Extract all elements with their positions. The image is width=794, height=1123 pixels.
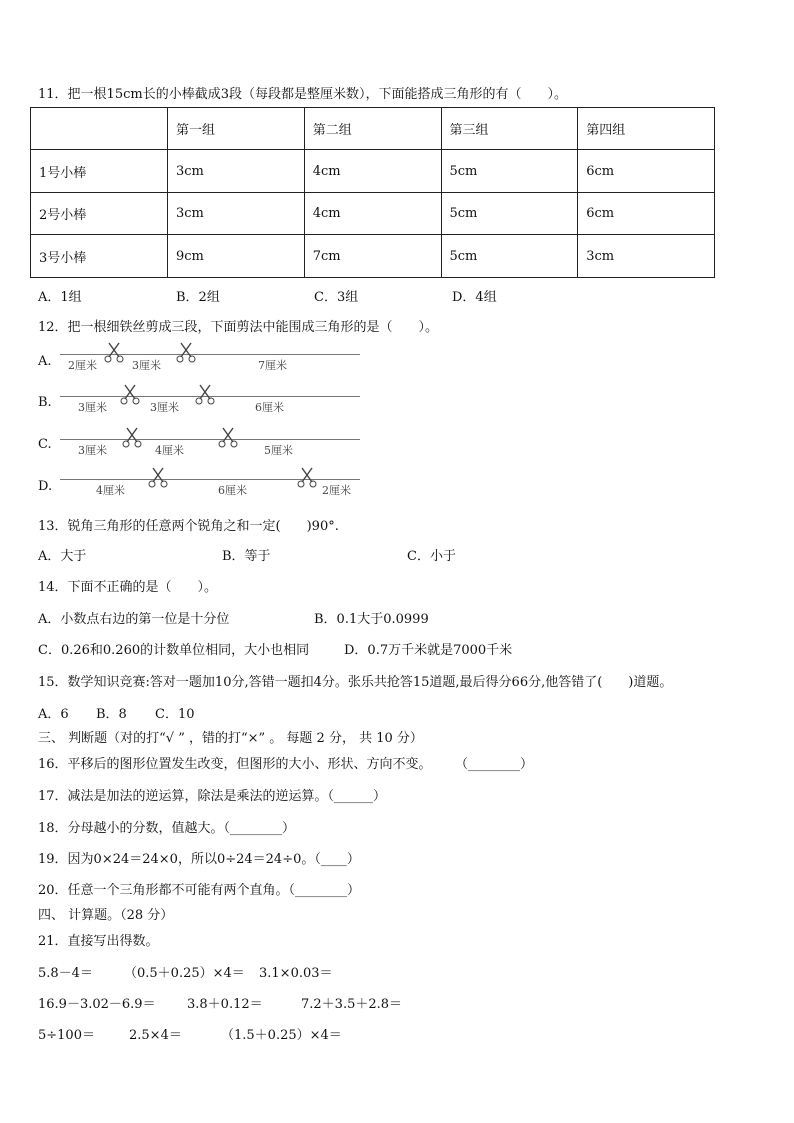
table-cell: 4cm [304, 150, 441, 193]
section-heading-judgment: 三、 判断题（对的打“√ ” ，错的打“×” 。 每题 2 分， 共 10 分） [38, 731, 423, 746]
table-cell: 3cm [578, 235, 715, 278]
scissors-icon [218, 426, 238, 448]
segment-label: 3厘米 [78, 444, 107, 457]
segment-label: 2厘米 [322, 484, 351, 497]
calc-item: 3.8＋0.12＝ [187, 997, 263, 1012]
scissors-icon [104, 341, 124, 363]
wire-diagram-c [60, 432, 360, 466]
table-header-cell [31, 108, 168, 150]
answer-blank[interactable]: （____） [314, 852, 360, 867]
segment-label: 6厘米 [218, 484, 247, 497]
table-cell: 3cm [168, 150, 305, 193]
segment-label: 2厘米 [68, 359, 97, 372]
judge-item-16 [38, 753, 533, 772]
option-c-letter[interactable]: C. [38, 437, 52, 452]
calc-item: 7.2＋3.5＋2.8＝ [301, 997, 403, 1012]
table-cell: 4cm [304, 193, 441, 235]
judge-text: 18．分母越小的分数，值越大。 [38, 821, 224, 836]
calc-item: 2.5×4＝ [129, 1028, 182, 1043]
option-b[interactable]: B．0.1大于0.0999 [314, 612, 429, 627]
judge-text: 19．因为0×24＝24×0，所以0÷24＝24÷0。 [38, 852, 315, 867]
calc-item: （0.5＋0.25）×4＝ [124, 966, 245, 981]
option-c[interactable]: C．10 [155, 707, 195, 722]
option-b[interactable]: B．2组 [176, 290, 220, 305]
table-cell: 6cm [578, 193, 715, 235]
scissors-icon [120, 383, 140, 405]
table-header-cell: 第一组 [168, 108, 305, 150]
question-14: 14．下面不正确的是（ ）。 [38, 580, 218, 595]
calc-item: 16.9－3.02－6.9＝ [38, 997, 156, 1012]
judge-item-17 [38, 785, 386, 804]
table-cell: 6cm [578, 150, 715, 193]
segment-label: 3厘米 [78, 401, 107, 414]
sticks-table [30, 107, 715, 278]
wire-diagram-a [60, 347, 360, 381]
segment-label: 3厘米 [132, 359, 161, 372]
table-header-cell: 第四组 [578, 108, 715, 150]
option-a-letter[interactable]: A. [38, 354, 52, 369]
table-row [31, 193, 715, 235]
option-a[interactable]: A．小数点右边的第一位是十分位 [38, 612, 230, 627]
option-d[interactable]: D．4组 [452, 290, 497, 305]
option-a[interactable]: A．1组 [38, 290, 82, 305]
wire-diagram-d [60, 472, 360, 506]
table-header-cell: 第二组 [304, 108, 441, 150]
calc-item: 3.1×0.03＝ [259, 966, 333, 981]
answer-blank[interactable]: （________） [223, 821, 296, 836]
table-cell: 2号小棒 [31, 193, 168, 235]
scissors-icon [195, 383, 215, 405]
calc-item: 5.8－4＝ [38, 966, 93, 981]
option-b[interactable]: B．等于 [222, 549, 271, 564]
section-heading-calculation: 四、 计算题。（28 分） [38, 908, 174, 923]
table-cell: 5cm [441, 235, 578, 278]
judge-text: 20．任意一个三角形都不可能有两个直角。 [38, 883, 289, 898]
wire-diagram-b [60, 389, 360, 423]
wire-line [60, 439, 360, 440]
judge-item-20 [38, 879, 360, 898]
calc-item: 5÷100＝ [38, 1028, 95, 1043]
option-d[interactable]: D．0.7万千米就是7000千米 [344, 643, 513, 658]
table-cell: 3cm [168, 193, 305, 235]
answer-blank[interactable]: （________） [461, 757, 534, 772]
question-15: 15．数学知识竞赛:答对一题加10分,答错一题扣4分。张乐共抢答15道题,最后得分66分,他答错了( )道题。 [38, 675, 673, 690]
calc-item: （1.5＋0.25）×4＝ [221, 1028, 342, 1043]
answer-blank[interactable]: （______） [327, 789, 387, 804]
table-cell: 5cm [441, 150, 578, 193]
option-a[interactable]: A．6 [38, 707, 69, 722]
segment-label: 4厘米 [155, 444, 184, 457]
table-cell: 9cm [168, 235, 305, 278]
option-c[interactable]: C．小于 [407, 549, 456, 564]
option-c[interactable]: C．3组 [314, 290, 359, 305]
answer-blank[interactable]: （________） [288, 883, 361, 898]
option-a[interactable]: A．大于 [38, 549, 87, 564]
table-row [31, 150, 715, 193]
segment-label: 4厘米 [96, 484, 125, 497]
option-b-letter[interactable]: B. [38, 395, 52, 410]
segment-label: 7厘米 [258, 359, 287, 372]
table-cell: 7cm [304, 235, 441, 278]
scissors-icon [122, 426, 142, 448]
segment-label: 5厘米 [264, 444, 293, 457]
question-21: 21．直接写出得数。 [38, 934, 159, 949]
question-13: 13．锐角三角形的任意两个锐角之和一定( )90°. [38, 519, 339, 534]
segment-label: 6厘米 [255, 401, 284, 414]
table-cell: 1号小棒 [31, 150, 168, 193]
option-c[interactable]: C．0.26和0.260的计数单位相同，大小也相同 [38, 643, 310, 658]
segment-label: 3厘米 [150, 401, 179, 414]
scissors-icon [297, 466, 317, 488]
scissors-icon [176, 341, 196, 363]
table-header-cell: 第三组 [441, 108, 578, 150]
table-cell: 5cm [441, 193, 578, 235]
judge-text: 17．减法是加法的逆运算，除法是乘法的逆运算。 [38, 789, 328, 804]
question-11: 11．把一根15cm长的小棒截成3段（每段都是整厘米数），下面能搭成三角形的有（ ）。 [38, 87, 567, 102]
option-d-letter[interactable]: D. [38, 479, 53, 494]
option-b[interactable]: B．8 [96, 707, 127, 722]
table-cell: 3号小棒 [31, 235, 168, 278]
judge-text: 16．平移后的图形位置发生改变，但图形的大小、形状、方向不变。 [38, 757, 432, 772]
table-row [31, 235, 715, 278]
judge-item-18 [38, 817, 295, 836]
judge-item-19 [38, 848, 360, 867]
scissors-icon [148, 466, 168, 488]
question-12: 12．把一根细铁丝剪成三段，下面剪法中能围成三角形的是（ ）。 [38, 320, 439, 335]
